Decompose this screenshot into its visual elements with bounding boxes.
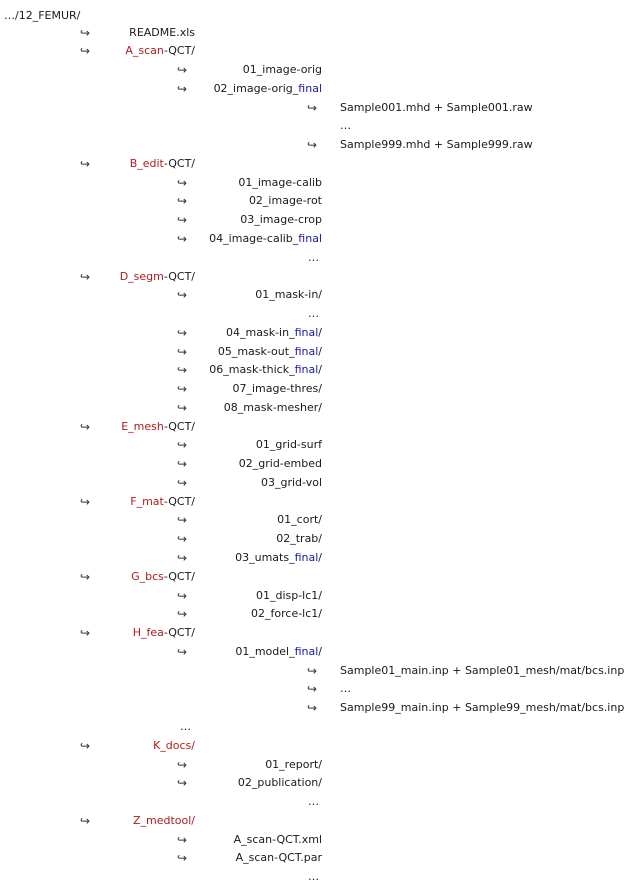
hook-arrow-icon: ↪ — [307, 664, 318, 678]
tree-row — [0, 137, 625, 153]
hook-arrow-icon: ↪ — [177, 476, 188, 490]
hook-arrow-icon: ↪ — [177, 758, 188, 772]
hook-arrow-icon: ↪ — [177, 363, 188, 377]
ellipsis: … — [180, 720, 192, 733]
ellipsis: … — [340, 682, 352, 695]
folder-item[interactable]: 04_mask-in_final/ — [226, 326, 322, 339]
hook-arrow-icon: ↪ — [177, 438, 188, 452]
tree-row — [0, 269, 625, 285]
tree-row — [0, 193, 625, 209]
hook-arrow-icon: ↪ — [80, 420, 91, 434]
tree-row — [0, 325, 625, 341]
file-item[interactable]: A_scan-QCT.par — [235, 851, 322, 864]
folder-item[interactable]: 01_image-orig — [242, 63, 322, 76]
tree-row — [0, 644, 625, 660]
folder-item[interactable]: 06_mask-thick_final/ — [209, 363, 322, 376]
tree-row — [0, 400, 625, 416]
folder-f-mat[interactable]: F_mat-QCT/ — [130, 495, 195, 508]
hook-arrow-icon: ↪ — [80, 570, 91, 584]
tree-row — [0, 869, 625, 885]
tree-row — [0, 419, 625, 435]
hook-arrow-icon: ↪ — [80, 26, 91, 40]
hook-arrow-icon: ↪ — [177, 382, 188, 396]
tree-row — [0, 231, 625, 247]
hook-arrow-icon: ↪ — [80, 739, 91, 753]
folder-item[interactable]: 01_image-calib — [238, 176, 322, 189]
folder-item[interactable]: 05_mask-out_final/ — [217, 345, 322, 358]
tree-row — [0, 512, 625, 528]
hook-arrow-icon: ↪ — [177, 645, 188, 659]
tree-row — [0, 306, 625, 322]
tree-row — [0, 287, 625, 303]
ellipsis: … — [308, 307, 320, 320]
hook-arrow-icon: ↪ — [177, 851, 188, 865]
folder-item[interactable]: 04_image-calib_final — [209, 232, 322, 245]
tree-row — [0, 531, 625, 547]
tree-row — [0, 494, 625, 510]
hook-arrow-icon: ↪ — [177, 607, 188, 621]
file-item[interactable]: Sample01_main.inp + Sample01_mesh/mat/bcs.inp — [340, 664, 625, 677]
folder-item[interactable]: 08_mask-mesher/ — [223, 401, 322, 414]
tree-row — [0, 43, 625, 59]
tree-row — [0, 100, 625, 116]
tree-row — [0, 588, 625, 604]
tree-row — [0, 832, 625, 848]
tree-row — [0, 456, 625, 472]
folder-h-fea[interactable]: H_fea-QCT/ — [132, 626, 195, 639]
ellipsis: … — [308, 251, 320, 264]
folder-item[interactable]: 02_force-lc1/ — [251, 607, 322, 620]
hook-arrow-icon: ↪ — [177, 401, 188, 415]
tree-row — [0, 625, 625, 641]
hook-arrow-icon: ↪ — [177, 513, 188, 527]
hook-arrow-icon: ↪ — [177, 345, 188, 359]
folder-item[interactable]: 03_grid-vol — [260, 476, 322, 489]
folder-item[interactable]: 03_umats_final/ — [235, 551, 322, 564]
hook-arrow-icon: ↪ — [307, 701, 318, 715]
folder-item[interactable]: 03_image-crop — [240, 213, 322, 226]
folder-item[interactable]: 02_grid-embed — [238, 457, 322, 470]
tree-row — [0, 156, 625, 172]
folder-item[interactable]: 01_disp-lc1/ — [255, 589, 322, 602]
folder-item[interactable]: 01_grid-surf — [255, 438, 322, 451]
hook-arrow-icon: ↪ — [177, 589, 188, 603]
hook-arrow-icon: ↪ — [307, 682, 318, 696]
tree-row — [0, 719, 625, 735]
hook-arrow-icon: ↪ — [177, 63, 188, 77]
tree-row — [0, 212, 625, 228]
file-item[interactable]: A_scan-QCT.xml — [233, 833, 322, 846]
readme-file[interactable]: README.xls — [129, 26, 195, 39]
hook-arrow-icon: ↪ — [307, 101, 318, 115]
tree-row — [0, 569, 625, 585]
folder-item[interactable]: 02_publication/ — [237, 776, 322, 789]
hook-arrow-icon: ↪ — [177, 457, 188, 471]
folder-item[interactable]: 01_report/ — [265, 758, 322, 771]
folder-a-scan[interactable]: A_scan-QCT/ — [125, 44, 195, 57]
folder-item[interactable]: 02_image-orig_final — [213, 82, 322, 95]
hook-arrow-icon: ↪ — [177, 288, 188, 302]
root-folder[interactable]: …/12_FEMUR/ — [4, 9, 81, 22]
folder-b-edit[interactable]: B_edit-QCT/ — [129, 157, 195, 170]
folder-e-mesh[interactable]: E_mesh-QCT/ — [121, 420, 195, 433]
tree-row — [0, 362, 625, 378]
tree-row — [0, 775, 625, 791]
tree-row — [0, 344, 625, 360]
hook-arrow-icon: ↪ — [177, 176, 188, 190]
tree-row — [0, 550, 625, 566]
tree-row — [0, 738, 625, 754]
ellipsis: … — [308, 795, 320, 808]
tree-row — [0, 381, 625, 397]
tree-row — [0, 250, 625, 266]
tree-row — [0, 175, 625, 191]
hook-arrow-icon: ↪ — [177, 194, 188, 208]
tree-row — [0, 794, 625, 810]
hook-arrow-icon: ↪ — [177, 551, 188, 565]
ellipsis: … — [308, 870, 320, 883]
tree-row — [0, 475, 625, 491]
hook-arrow-icon: ↪ — [177, 232, 188, 246]
tree-row — [0, 62, 625, 78]
hook-arrow-icon: ↪ — [177, 833, 188, 847]
file-item[interactable]: Sample001.mhd + Sample001.raw — [340, 101, 533, 114]
hook-arrow-icon: ↪ — [80, 270, 91, 284]
hook-arrow-icon: ↪ — [177, 532, 188, 546]
hook-arrow-icon: ↪ — [177, 213, 188, 227]
hook-arrow-icon: ↪ — [80, 626, 91, 640]
tree-row — [0, 25, 625, 41]
hook-arrow-icon: ↪ — [177, 326, 188, 340]
hook-arrow-icon: ↪ — [177, 776, 188, 790]
folder-g-bcs[interactable]: G_bcs-QCT/ — [131, 570, 195, 583]
tree-row — [0, 81, 625, 97]
hook-arrow-icon: ↪ — [177, 82, 188, 96]
folder-d-segm[interactable]: D_segm-QCT/ — [119, 270, 195, 283]
folder-item[interactable]: 01_cort/ — [277, 513, 322, 526]
tree-row — [0, 700, 625, 716]
file-item[interactable]: Sample999.mhd + Sample999.raw — [340, 138, 533, 151]
ellipsis: … — [340, 119, 352, 132]
folder-item[interactable]: 07_image-thres/ — [232, 382, 322, 395]
hook-arrow-icon: ↪ — [80, 44, 91, 58]
folder-item[interactable]: 02_image-rot — [248, 194, 322, 207]
folder-k-docs[interactable]: K_docs/ — [153, 739, 195, 752]
folder-item[interactable]: 01_mask-in/ — [255, 288, 322, 301]
tree-row — [0, 850, 625, 866]
folder-z-medtool[interactable]: Z_medtool/ — [132, 814, 195, 827]
tree-row — [0, 437, 625, 453]
file-item[interactable]: Sample99_main.inp + Sample99_mesh/mat/bcs.inp — [340, 701, 625, 714]
hook-arrow-icon: ↪ — [80, 814, 91, 828]
tree-row — [0, 663, 625, 679]
folder-item[interactable]: 02_trab/ — [276, 532, 322, 545]
hook-arrow-icon: ↪ — [80, 157, 91, 171]
hook-arrow-icon: ↪ — [307, 138, 318, 152]
tree-row — [0, 757, 625, 773]
tree-row — [0, 681, 625, 697]
tree-row — [0, 606, 625, 622]
folder-item[interactable]: 01_model_final/ — [235, 645, 322, 658]
hook-arrow-icon: ↪ — [80, 495, 91, 509]
tree-row — [0, 118, 625, 134]
tree-row — [0, 813, 625, 829]
